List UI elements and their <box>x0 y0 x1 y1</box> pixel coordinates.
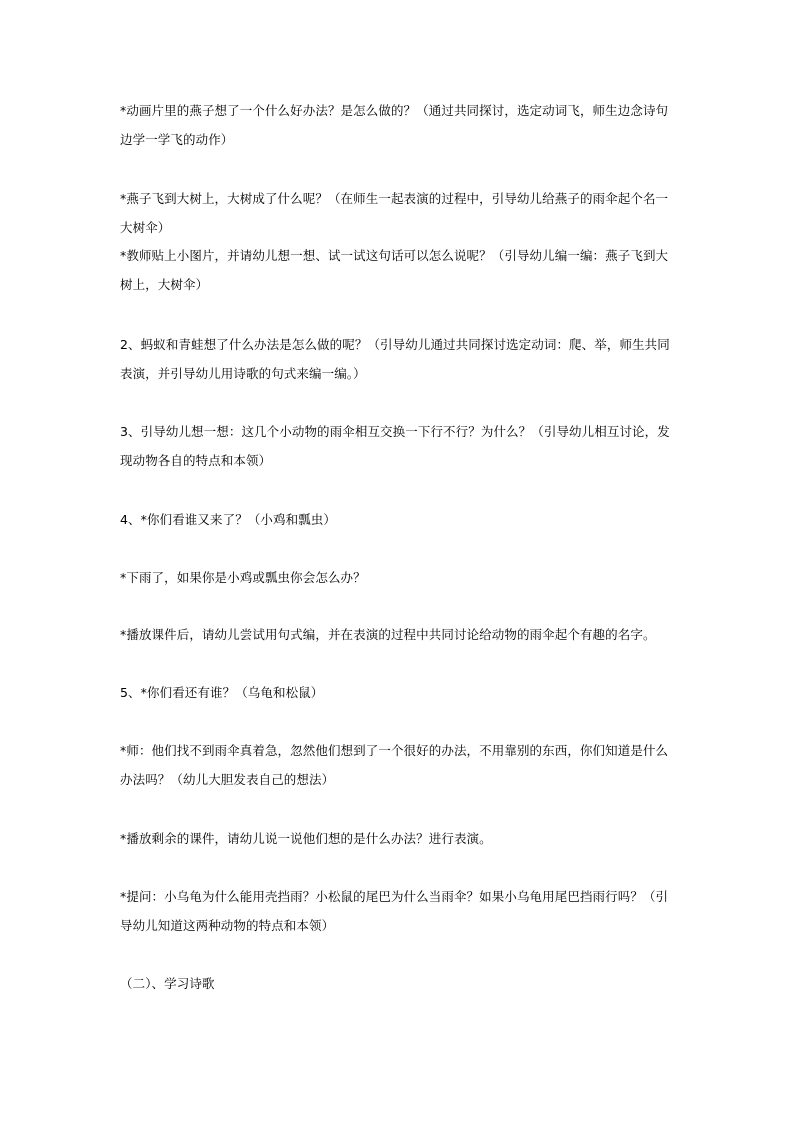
paragraph-teacher-picture: *教师贴上小图片，并请幼儿想一想、试一试这句话可以怎么说呢？（引导幼儿编一编：燕子飞到大树上，大树伞） <box>120 248 669 292</box>
paragraph-question-turtle: *提问：小乌龟为什么能用壳挡雨？小松鼠的尾巴为什么当雨伞？如果小乌龟用尾巴挡雨行吗？（引导幼儿知道这两种动物的特点和本领） <box>120 889 669 933</box>
paragraph-chick-ladybug: 4、*你们看谁又来了？（小鸡和瓢虫） <box>120 512 337 527</box>
paragraph-remaining-courseware: *播放剩余的课件，请幼儿说一说他们想的是什么办法？进行表演。 <box>120 831 492 846</box>
paragraph-exchange-umbrella: 3、引导幼儿想一想：这几个小动物的雨伞相互交换一下行不行？为什么？（引导幼儿相互讨论，发现动物各自的特点和本领） <box>120 424 670 468</box>
section-heading-learn-poem: （二）、学习诗歌 <box>120 976 215 991</box>
paragraph-big-tree: *燕子飞到大树上，大树成了什么呢？（在师生一起表演的过程中，引导幼儿给燕子的雨伞起个名一大树伞） <box>120 191 669 235</box>
paragraph-turtle-squirrel: 5、*你们看还有谁？（乌龟和松鼠） <box>120 685 324 700</box>
paragraph-raining: *下雨了，如果你是小鸡或瓢虫你会怎么办？ <box>120 570 366 585</box>
paragraph-play-courseware: *播放课件后，请幼儿尝试用句式编，并在表演的过程中共同讨论给动物的雨伞起个有趣的名字。 <box>120 627 656 642</box>
paragraph-teacher-says: *师：他们找不到雨伞真着急，忽然他们想到了一个很好的办法，不用靠别的东西，你们知道是什么办法吗？（幼儿大胆发表自己的想法） <box>120 743 669 787</box>
paragraph-swallow-question: *动画片里的燕子想了一个什么好办法？是怎么做的？（通过共同探讨，选定动词飞，师生边念诗句边学一学飞的动作） <box>120 103 669 147</box>
paragraph-ant-frog: 2、蚂蚁和青蛙想了什么办法是怎么做的呢？（引导幼儿通过共同探讨选定动词：爬、举，师生共同表演，并引导幼儿用诗歌的句式来编一编。） <box>120 337 670 381</box>
